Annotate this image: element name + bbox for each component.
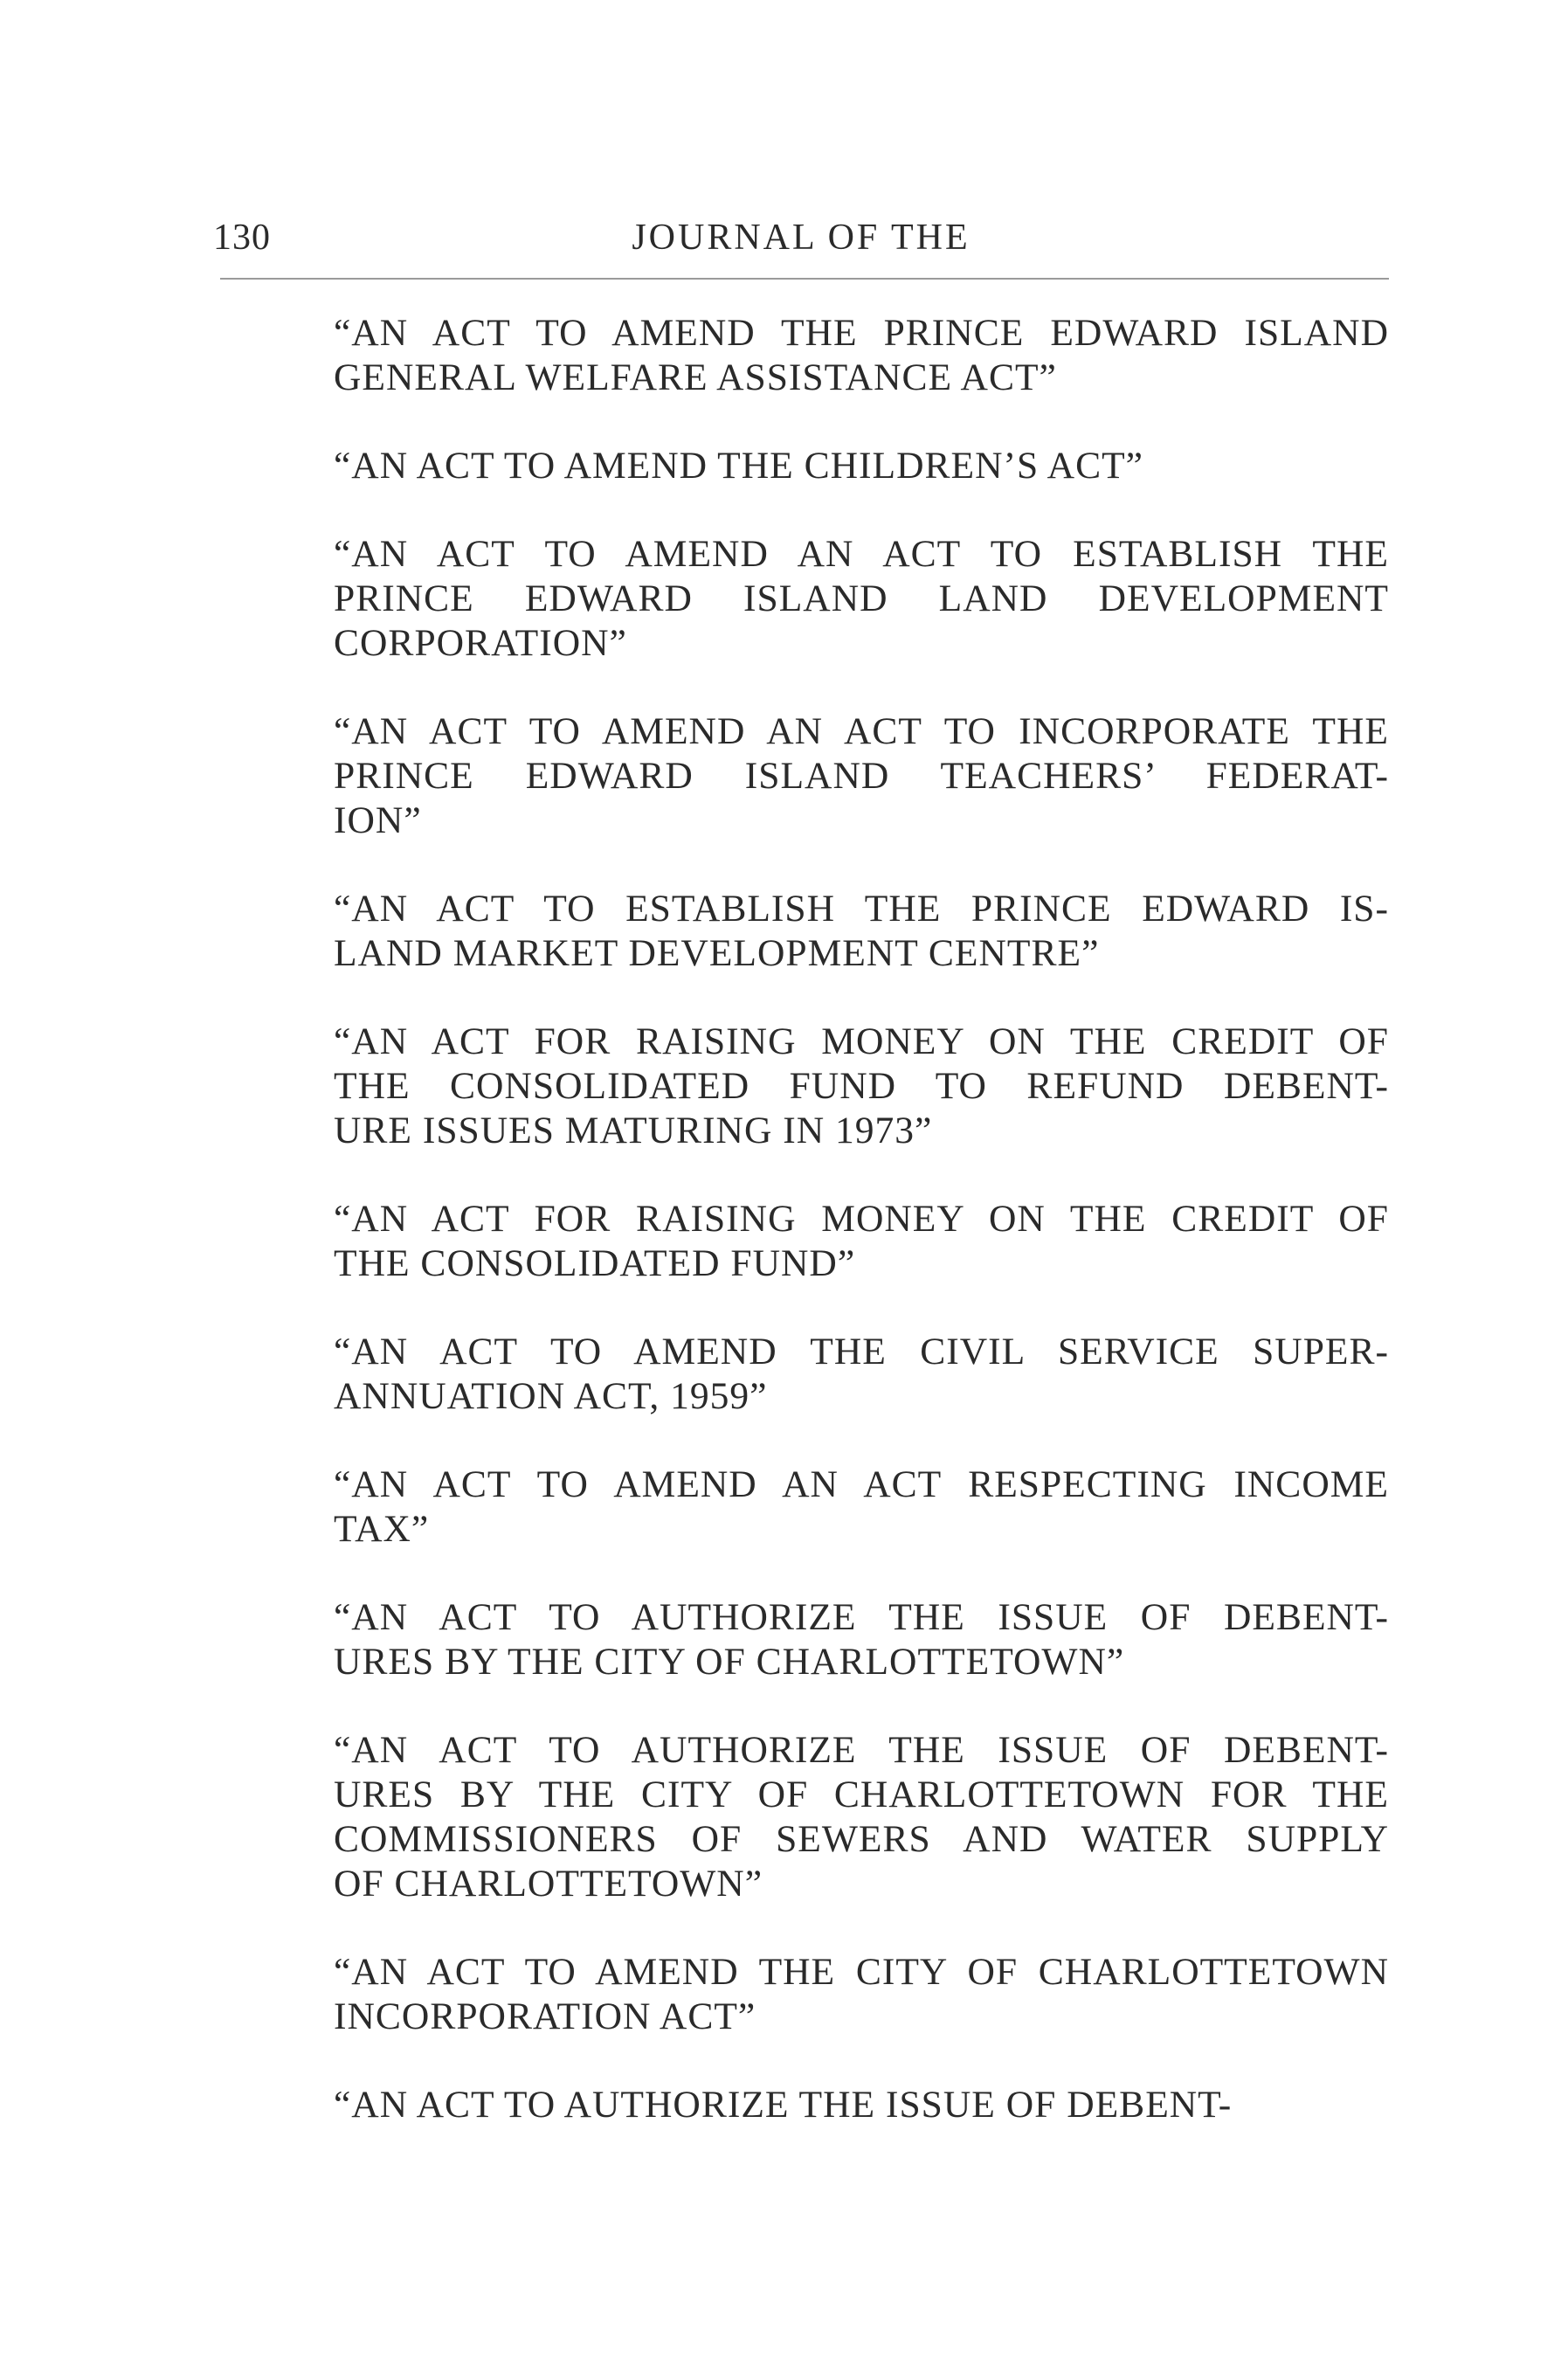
act-list [334,311,1389,2171]
act-entry-line: “AN ACT TO AUTHORIZE THE ISSUE OF DEBENT- [334,2084,1233,2126]
act-entry-line: PRINCE EDWARD ISLAND LAND DEVELOPMENT [334,577,1389,619]
act-entry [334,1197,1389,1286]
act-entry-line: “AN ACT TO AMEND THE CITY OF CHARLOTTETOWN [334,1951,1389,1993]
act-entry [334,1020,1389,1153]
act-entry [334,311,1389,400]
act-entry-line: “AN ACT TO AMEND AN ACT TO INCORPORATE THE [334,710,1389,752]
act-entry-line: URES BY THE CITY OF CHARLOTTETOWN FOR THE [334,1774,1389,1815]
act-entry [334,1595,1389,1684]
act-entry [334,1728,1389,1906]
act-entry-line: CORPORATION” [334,622,627,664]
act-entry-line: TAX” [334,1508,430,1550]
page-header [213,217,1389,269]
act-entry-line: “AN ACT TO ESTABLISH THE PRINCE EDWARD IS- [334,888,1389,930]
act-entry-line: LAND MARKET DEVELOPMENT CENTRE” [334,932,1100,974]
act-entry-line: “AN ACT TO AMEND THE PRINCE EDWARD ISLAND [334,312,1389,354]
act-entry-line: COMMISSIONERS OF SEWERS AND WATER SUPPLY [334,1818,1389,1860]
act-entry-line: THE CONSOLIDATED FUND TO REFUND DEBENT- [334,1065,1389,1107]
act-entry-line: INCORPORATION ACT” [334,1995,756,2037]
act-entry-line: “AN ACT FOR RAISING MONEY ON THE CREDIT OF [334,1020,1389,1062]
act-entry-line: “AN ACT TO AUTHORIZE THE ISSUE OF DEBENT- [334,1729,1389,1771]
act-entry [334,1463,1389,1552]
act-entry [334,532,1389,666]
act-entry-line: “AN ACT TO AUTHORIZE THE ISSUE OF DEBENT- [334,1596,1389,1638]
page-number: 130 [213,218,271,258]
act-entry [334,887,1389,976]
act-entry [334,2083,1389,2127]
act-entry-line: “AN ACT TO AMEND AN ACT RESPECTING INCOME [334,1463,1389,1505]
act-entry [334,1330,1389,1419]
act-entry-line: URES BY THE CITY OF CHARLOTTETOWN” [334,1641,1125,1683]
act-entry [334,1950,1389,2039]
act-entry-line: “AN ACT TO AMEND AN ACT TO ESTABLISH THE [334,533,1389,575]
act-entry-line: GENERAL WELFARE ASSISTANCE ACT” [334,356,1057,398]
act-entry [334,709,1389,843]
act-entry-line: “AN ACT TO AMEND THE CHILDREN’S ACT” [334,445,1143,487]
act-entry-line: OF CHARLOTTETOWN” [334,1863,763,1905]
act-entry-line: “AN ACT TO AMEND THE CIVIL SERVICE SUPER- [334,1331,1389,1373]
act-entry [334,444,1389,488]
act-entry-line: “AN ACT FOR RAISING MONEY ON THE CREDIT OF [334,1198,1389,1240]
act-entry-line: THE CONSOLIDATED FUND” [334,1242,856,1284]
header-rule [220,278,1389,280]
act-entry-line: PRINCE EDWARD ISLAND TEACHERS’ FEDERAT- [334,755,1389,797]
act-entry-line: URE ISSUES MATURING IN 1973” [334,1110,933,1151]
act-entry-line: ION” [334,799,422,841]
act-entry-line: ANNUATION ACT, 1959” [334,1375,768,1417]
running-head: JOURNAL OF THE [632,218,971,258]
